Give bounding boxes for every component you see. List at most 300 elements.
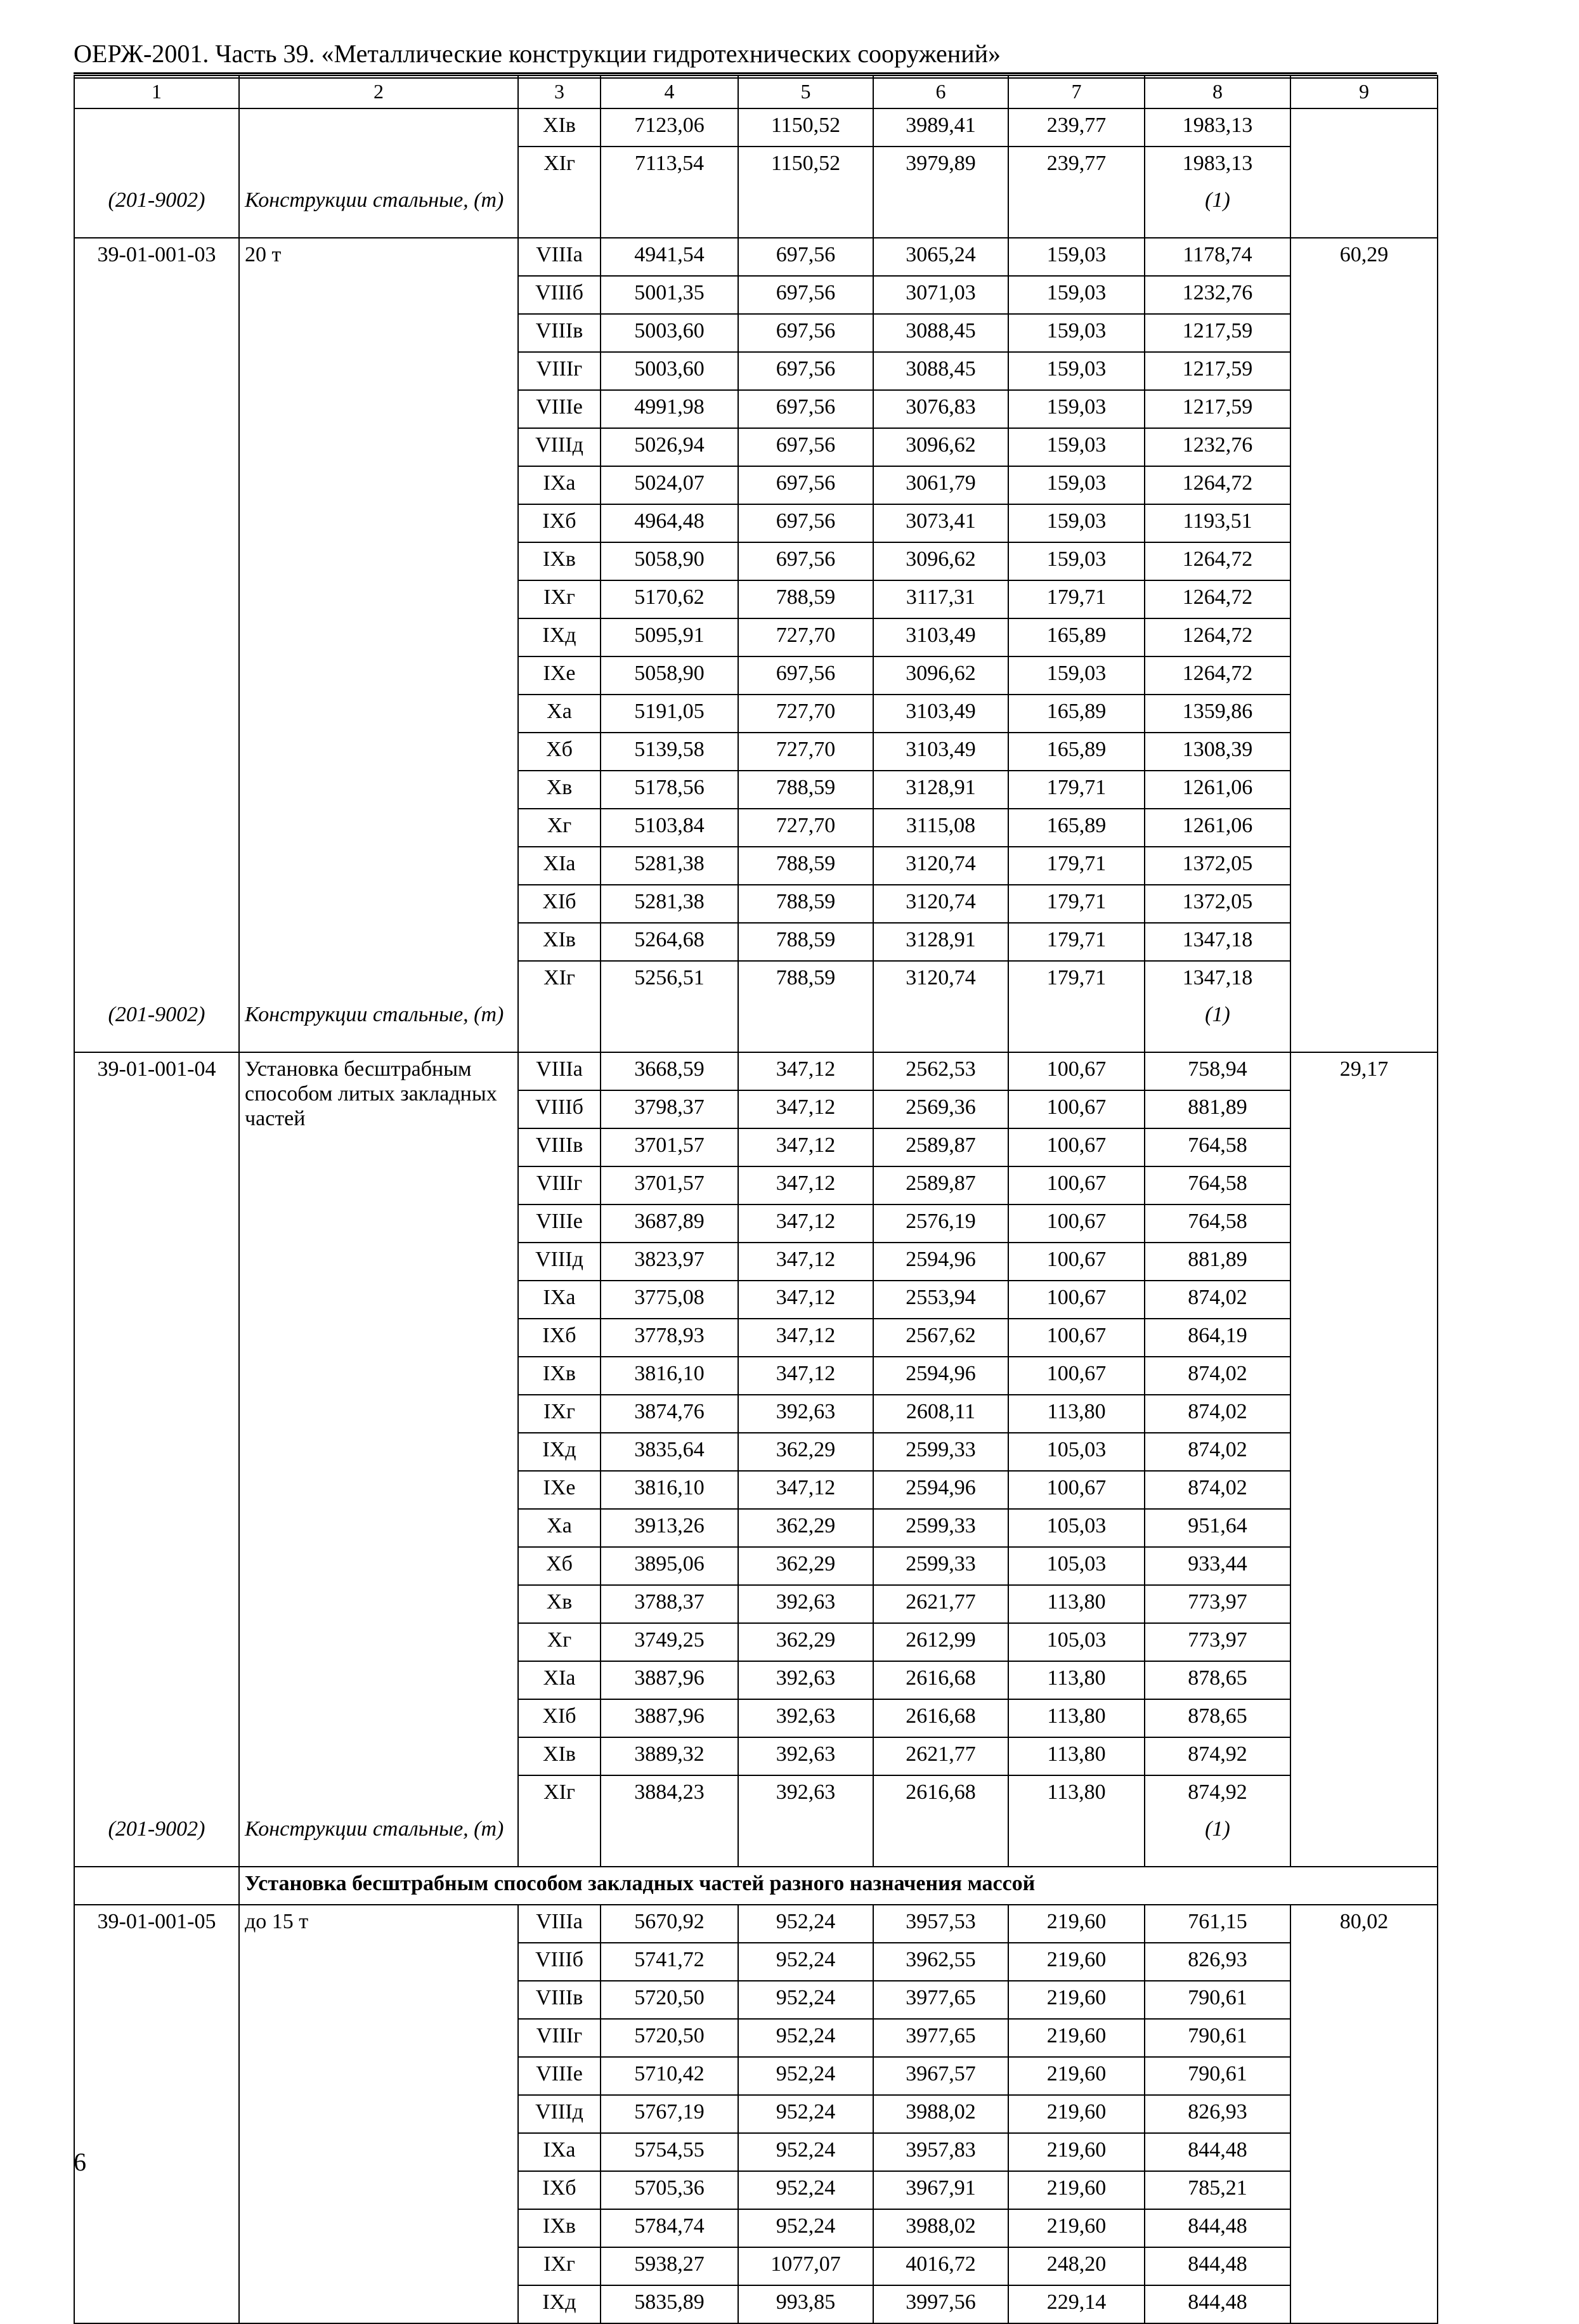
table-cell: IXв	[518, 1357, 601, 1395]
table-cell: 159,03	[1008, 276, 1145, 314]
section-heading: Установка бесштрабным способом закладных частей разного назначения массой	[239, 1867, 1438, 1905]
resource-row	[74, 998, 1438, 1052]
table-cell: XIв	[518, 923, 601, 961]
table-cell: 100,67	[1008, 1166, 1145, 1204]
empty-cell	[601, 1813, 738, 1867]
table-cell: 347,12	[738, 1471, 873, 1509]
table-cell: 105,03	[1008, 1547, 1145, 1585]
table-cell: XIа	[518, 1661, 601, 1699]
table-cell: 3913,26	[601, 1509, 738, 1547]
table-cell: 179,71	[1008, 847, 1145, 885]
table-cell: 761,15	[1145, 1905, 1290, 1943]
table-cell: 165,89	[1008, 695, 1145, 733]
table-cell: 3096,62	[873, 542, 1008, 580]
table-cell: VIIIе	[518, 1204, 601, 1243]
table-cell: 7123,06	[601, 108, 738, 147]
table-cell: 5720,50	[601, 2019, 738, 2057]
table-cell: 3816,10	[601, 1471, 738, 1509]
table-cell: 697,56	[738, 542, 873, 580]
rate-code	[74, 108, 239, 184]
table-cell: 2616,68	[873, 1699, 1008, 1737]
table-cell: IXб	[518, 1319, 601, 1357]
table-cell: VIIIе	[518, 2057, 601, 2095]
table-cell: 347,12	[738, 1204, 873, 1243]
table-cell: 179,71	[1008, 580, 1145, 618]
table-cell: 2616,68	[873, 1661, 1008, 1699]
table-cell: 3889,32	[601, 1737, 738, 1775]
table-cell: 2594,96	[873, 1471, 1008, 1509]
resource-name: Конструкции стальные, (т)	[239, 1813, 518, 1867]
table-cell: 113,80	[1008, 1661, 1145, 1699]
table-cell: 5767,19	[601, 2095, 738, 2133]
table-cell: 3088,45	[873, 314, 1008, 352]
table-cell: 5170,62	[601, 580, 738, 618]
table-cell: 392,63	[738, 1395, 873, 1433]
page-number: 6	[74, 2148, 86, 2176]
table-cell: 248,20	[1008, 2247, 1145, 2285]
table-cell: 2576,19	[873, 1204, 1008, 1243]
empty-cell	[518, 998, 601, 1052]
resource-name: Конструкции стальные, (т)	[239, 184, 518, 238]
empty-cell	[873, 1813, 1008, 1867]
table-cell: 3887,96	[601, 1661, 738, 1699]
table-cell: 3103,49	[873, 618, 1008, 656]
table-cell: 864,19	[1145, 1319, 1290, 1357]
table-cell: 3997,56	[873, 2285, 1008, 2323]
table-cell: 844,48	[1145, 2247, 1290, 2285]
table-cell: 159,03	[1008, 542, 1145, 580]
table-cell: 2612,99	[873, 1623, 1008, 1661]
table-cell: 392,63	[738, 1585, 873, 1623]
table-cell: 2599,33	[873, 1547, 1008, 1585]
table-cell: 3988,02	[873, 2095, 1008, 2133]
empty-cell	[1008, 1813, 1145, 1867]
page-header	[74, 38, 1437, 79]
table-row	[74, 1052, 1438, 1090]
table-cell: 3117,31	[873, 580, 1008, 618]
table-cell: 3957,53	[873, 1905, 1008, 1943]
table-cell: 159,03	[1008, 428, 1145, 466]
table-cell: 7113,54	[601, 147, 738, 184]
table-cell: 785,21	[1145, 2171, 1290, 2209]
table-cell: 2599,33	[873, 1509, 1008, 1547]
empty-cell	[601, 998, 738, 1052]
table-cell: 3967,91	[873, 2171, 1008, 2209]
table-cell: XIв	[518, 108, 601, 147]
table-cell: 826,93	[1145, 1943, 1290, 1981]
table-cell: 392,63	[738, 1661, 873, 1699]
table-cell: 790,61	[1145, 1981, 1290, 2019]
table-cell: 1232,76	[1145, 276, 1290, 314]
empty-cell	[873, 998, 1008, 1052]
table-cell: IXд	[518, 2285, 601, 2323]
table-cell: 1264,72	[1145, 656, 1290, 695]
table-cell: 773,97	[1145, 1585, 1290, 1623]
table-cell: 100,67	[1008, 1090, 1145, 1128]
table-cell: 5003,60	[601, 314, 738, 352]
rate-name: до 15 т	[239, 1905, 518, 2323]
table-cell: 697,56	[738, 466, 873, 504]
table-cell: 788,59	[738, 847, 873, 885]
column-number: 4	[601, 75, 738, 108]
table-cell: 1193,51	[1145, 504, 1290, 542]
table-cell: 2594,96	[873, 1357, 1008, 1395]
table-cell: 3775,08	[601, 1281, 738, 1319]
table-cell: 3088,45	[873, 352, 1008, 390]
table-cell: VIIIб	[518, 276, 601, 314]
table-cell: 952,24	[738, 2133, 873, 2171]
table-cell: IXа	[518, 466, 601, 504]
table-cell: 697,56	[738, 352, 873, 390]
table-cell: 362,29	[738, 1509, 873, 1547]
table-cell: IXб	[518, 504, 601, 542]
table-cell: 2589,87	[873, 1166, 1008, 1204]
table-cell: Xг	[518, 809, 601, 847]
table-cell: 3816,10	[601, 1357, 738, 1395]
table-cell: 3874,76	[601, 1395, 738, 1433]
table-cell: 5058,90	[601, 656, 738, 695]
header-rule	[74, 72, 1437, 74]
resource-code: (201-9002)	[74, 998, 239, 1052]
table-cell: 952,24	[738, 2057, 873, 2095]
table-cell: 100,67	[1008, 1281, 1145, 1319]
table-cell: 165,89	[1008, 618, 1145, 656]
table-cell: 773,97	[1145, 1623, 1290, 1661]
table-cell: 113,80	[1008, 1699, 1145, 1737]
table-cell: IXа	[518, 1281, 601, 1319]
table-cell: 3979,89	[873, 147, 1008, 184]
table-cell: 3096,62	[873, 656, 1008, 695]
table-cell: 347,12	[738, 1281, 873, 1319]
table-cell: IXб	[518, 2171, 601, 2209]
resource-value: (1)	[1145, 998, 1290, 1052]
table-cell: VIIIг	[518, 1166, 601, 1204]
table-cell: VIIIг	[518, 352, 601, 390]
table-cell: 1150,52	[738, 147, 873, 184]
table-cell: 5710,42	[601, 2057, 738, 2095]
table-cell: IXг	[518, 1395, 601, 1433]
table-cell: 788,59	[738, 580, 873, 618]
table-cell: 697,56	[738, 276, 873, 314]
table-cell: 697,56	[738, 656, 873, 695]
table-cell: 347,12	[738, 1243, 873, 1281]
table-cell: IXе	[518, 656, 601, 695]
rate-name: Установка бесштрабным способом литых закладных частей	[239, 1052, 518, 1813]
table-cell: XIг	[518, 1775, 601, 1813]
column-number: 5	[738, 75, 873, 108]
table-cell: 788,59	[738, 885, 873, 923]
table-cell: 1232,76	[1145, 428, 1290, 466]
column-number: 9	[1290, 75, 1438, 108]
empty-cell	[74, 1867, 239, 1905]
table-cell: 2569,36	[873, 1090, 1008, 1128]
table-cell: Xв	[518, 771, 601, 809]
table-cell: 219,60	[1008, 2171, 1145, 2209]
table-cell: 3061,79	[873, 466, 1008, 504]
table-cell: 697,56	[738, 504, 873, 542]
table-row	[74, 238, 1438, 276]
table-cell: 5720,50	[601, 1981, 738, 2019]
table-cell: 2621,77	[873, 1737, 1008, 1775]
empty-cell	[1008, 184, 1145, 238]
table-cell: 3071,03	[873, 276, 1008, 314]
table-cell: 3065,24	[873, 238, 1008, 276]
table-cell: 2589,87	[873, 1128, 1008, 1166]
table-cell: 1264,72	[1145, 542, 1290, 580]
table-cell: 3073,41	[873, 504, 1008, 542]
table-cell: 5264,68	[601, 923, 738, 961]
table-cell: 3798,37	[601, 1090, 738, 1128]
column-number: 6	[873, 75, 1008, 108]
table-cell: 1308,39	[1145, 733, 1290, 771]
table-cell: VIIIд	[518, 1243, 601, 1281]
table-cell: 1264,72	[1145, 618, 1290, 656]
table-cell: 952,24	[738, 2209, 873, 2247]
table-cell: 727,70	[738, 733, 873, 771]
table-cell: 229,14	[1008, 2285, 1145, 2323]
table-cell: 951,64	[1145, 1509, 1290, 1547]
table-cell: 697,56	[738, 390, 873, 428]
table-cell: 362,29	[738, 1433, 873, 1471]
column-number: 2	[239, 75, 518, 108]
table-cell: 5058,90	[601, 542, 738, 580]
table-cell: 100,67	[1008, 1357, 1145, 1395]
empty-cell	[738, 1813, 873, 1867]
table-cell: VIIIа	[518, 1052, 601, 1090]
table-cell: 727,70	[738, 618, 873, 656]
table-cell: 2562,53	[873, 1052, 1008, 1090]
table-cell: 3835,64	[601, 1433, 738, 1471]
table-cell: VIIIв	[518, 1128, 601, 1166]
table-cell: 3687,89	[601, 1204, 738, 1243]
table-cell: 758,94	[1145, 1052, 1290, 1090]
table-cell: XIг	[518, 961, 601, 998]
resource-code: (201-9002)	[74, 184, 239, 238]
table-cell: 1178,74	[1145, 238, 1290, 276]
table-cell: 3120,74	[873, 961, 1008, 998]
empty-cell	[518, 1813, 601, 1867]
table-cell: 952,24	[738, 2095, 873, 2133]
table-cell: 179,71	[1008, 961, 1145, 998]
table-cell: VIIIд	[518, 428, 601, 466]
table-cell: 100,67	[1008, 1319, 1145, 1357]
table-cell: 881,89	[1145, 1090, 1290, 1128]
table-cell: 5938,27	[601, 2247, 738, 2285]
empty-cell	[738, 184, 873, 238]
table-cell: 5103,84	[601, 809, 738, 847]
table-cell: 3701,57	[601, 1128, 738, 1166]
table-cell: 1077,07	[738, 2247, 873, 2285]
table-cell: 179,71	[1008, 923, 1145, 961]
table-cell: 105,03	[1008, 1623, 1145, 1661]
table-cell: 4964,48	[601, 504, 738, 542]
table-cell: 159,03	[1008, 504, 1145, 542]
table-cell: 5784,74	[601, 2209, 738, 2247]
table-cell: 952,24	[738, 2171, 873, 2209]
table-cell: VIIIд	[518, 2095, 601, 2133]
table-cell: 392,63	[738, 1775, 873, 1813]
table-cell: 3128,91	[873, 771, 1008, 809]
table-cell: XIб	[518, 1699, 601, 1737]
rates-table	[74, 75, 1438, 2324]
table-cell: 219,60	[1008, 2133, 1145, 2171]
table-cell: 239,77	[1008, 147, 1145, 184]
table-cell: 952,24	[738, 1943, 873, 1981]
table-cell: 1372,05	[1145, 847, 1290, 885]
table-cell: 1983,13	[1145, 108, 1290, 147]
table-cell: 764,58	[1145, 1128, 1290, 1166]
resource-row	[74, 184, 1438, 238]
column-number: 7	[1008, 75, 1145, 108]
table-cell: 165,89	[1008, 809, 1145, 847]
table-cell: 113,80	[1008, 1585, 1145, 1623]
table-cell: 2594,96	[873, 1243, 1008, 1281]
table-cell: 3076,83	[873, 390, 1008, 428]
table-cell: 993,85	[738, 2285, 873, 2323]
column-number: 8	[1145, 75, 1290, 108]
table-cell: 5095,91	[601, 618, 738, 656]
table-cell: 100,67	[1008, 1204, 1145, 1243]
column-number: 1	[74, 75, 239, 108]
table-cell: 219,60	[1008, 1905, 1145, 1943]
table-cell: Xг	[518, 1623, 601, 1661]
table-cell: 1217,59	[1145, 314, 1290, 352]
column-number-row	[74, 75, 1438, 108]
table-cell: 1217,59	[1145, 390, 1290, 428]
table-cell: 3128,91	[873, 923, 1008, 961]
table-cell: 764,58	[1145, 1166, 1290, 1204]
table-cell: IXг	[518, 580, 601, 618]
document-title: ОЕРЖ-2001. Часть 39. «Металлические конструкции гидротехнических сооружений»	[74, 39, 1001, 68]
table-cell: 764,58	[1145, 1204, 1290, 1243]
table-cell: 392,63	[738, 1699, 873, 1737]
table-cell: 2567,62	[873, 1319, 1008, 1357]
table-cell: 5191,05	[601, 695, 738, 733]
table-cell: 844,48	[1145, 2285, 1290, 2323]
table-cell: 697,56	[738, 238, 873, 276]
table-cell: 1347,18	[1145, 923, 1290, 961]
empty-cell	[873, 184, 1008, 238]
table-cell: 3957,83	[873, 2133, 1008, 2171]
table-cell: 788,59	[738, 961, 873, 998]
rate-col9: 29,17	[1290, 1052, 1438, 1867]
table-cell: 952,24	[738, 2019, 873, 2057]
rate-col9: 80,02	[1290, 1905, 1438, 2323]
table-cell: 159,03	[1008, 352, 1145, 390]
table-cell: 874,92	[1145, 1737, 1290, 1775]
table-cell: XIв	[518, 1737, 601, 1775]
table-cell: 239,77	[1008, 108, 1145, 147]
empty-cell	[1008, 998, 1145, 1052]
table-cell: 100,67	[1008, 1471, 1145, 1509]
table-cell: 3120,74	[873, 885, 1008, 923]
table-cell: 727,70	[738, 695, 873, 733]
table-cell: 159,03	[1008, 238, 1145, 276]
table-cell: 844,48	[1145, 2209, 1290, 2247]
table-cell: 113,80	[1008, 1775, 1145, 1813]
table-cell: 100,67	[1008, 1128, 1145, 1166]
table-cell: 3103,49	[873, 695, 1008, 733]
table-cell: 3749,25	[601, 1623, 738, 1661]
table-cell: XIа	[518, 847, 601, 885]
rate-col9	[1290, 108, 1438, 238]
table-cell: 3115,08	[873, 809, 1008, 847]
table-cell: 788,59	[738, 923, 873, 961]
table-cell: VIIIе	[518, 390, 601, 428]
table-cell: 5001,35	[601, 276, 738, 314]
table-cell: 3887,96	[601, 1699, 738, 1737]
table-cell: 874,02	[1145, 1281, 1290, 1319]
table-cell: 5256,51	[601, 961, 738, 998]
table-cell: 5026,94	[601, 428, 738, 466]
table-cell: VIIIа	[518, 1905, 601, 1943]
table-cell: 362,29	[738, 1623, 873, 1661]
table-cell: 878,65	[1145, 1699, 1290, 1737]
table-cell: 179,71	[1008, 771, 1145, 809]
table-cell: 844,48	[1145, 2133, 1290, 2171]
table-cell: 2621,77	[873, 1585, 1008, 1623]
table-cell: 347,12	[738, 1128, 873, 1166]
table-cell: 727,70	[738, 809, 873, 847]
table-cell: 3778,93	[601, 1319, 738, 1357]
table-cell: 1264,72	[1145, 580, 1290, 618]
table-cell: 4016,72	[873, 2247, 1008, 2285]
rate-name	[239, 108, 518, 184]
table-cell: 826,93	[1145, 2095, 1290, 2133]
table-cell: 347,12	[738, 1357, 873, 1395]
table-cell: 219,60	[1008, 2209, 1145, 2247]
table-cell: 219,60	[1008, 2057, 1145, 2095]
table-cell: 347,12	[738, 1166, 873, 1204]
table-cell: 100,67	[1008, 1243, 1145, 1281]
table-cell: 1217,59	[1145, 352, 1290, 390]
table-cell: 790,61	[1145, 2057, 1290, 2095]
table-cell: 5178,56	[601, 771, 738, 809]
table-cell: 5835,89	[601, 2285, 738, 2323]
table-cell: 5003,60	[601, 352, 738, 390]
table-cell: 5754,55	[601, 2133, 738, 2171]
empty-cell	[738, 998, 873, 1052]
table-cell: 219,60	[1008, 1981, 1145, 2019]
table-cell: Xа	[518, 1509, 601, 1547]
rate-code: 39-01-001-03	[74, 238, 239, 998]
table-cell: 874,02	[1145, 1357, 1290, 1395]
table-cell: VIIIг	[518, 2019, 601, 2057]
table-cell: 347,12	[738, 1319, 873, 1357]
table-cell: 3977,65	[873, 2019, 1008, 2057]
table-cell: 3103,49	[873, 733, 1008, 771]
empty-cell	[601, 184, 738, 238]
table-cell: Xб	[518, 1547, 601, 1585]
section-heading-row	[74, 1867, 1438, 1905]
table-cell: 219,60	[1008, 2095, 1145, 2133]
rate-col9: 60,29	[1290, 238, 1438, 1052]
table-cell: 1359,86	[1145, 695, 1290, 733]
table-cell: VIIIа	[518, 238, 601, 276]
rate-code: 39-01-001-05	[74, 1905, 239, 2323]
table-cell: IXа	[518, 2133, 601, 2171]
table-cell: XIг	[518, 147, 601, 184]
table-cell: VIIIб	[518, 1090, 601, 1128]
table-cell: 219,60	[1008, 2019, 1145, 2057]
table-cell: 1150,52	[738, 108, 873, 147]
table-cell: 1264,72	[1145, 466, 1290, 504]
resource-name: Конструкции стальные, (т)	[239, 998, 518, 1052]
table-cell: 362,29	[738, 1547, 873, 1585]
table-cell: 4991,98	[601, 390, 738, 428]
table-cell: 3967,57	[873, 2057, 1008, 2095]
table-cell: 159,03	[1008, 314, 1145, 352]
